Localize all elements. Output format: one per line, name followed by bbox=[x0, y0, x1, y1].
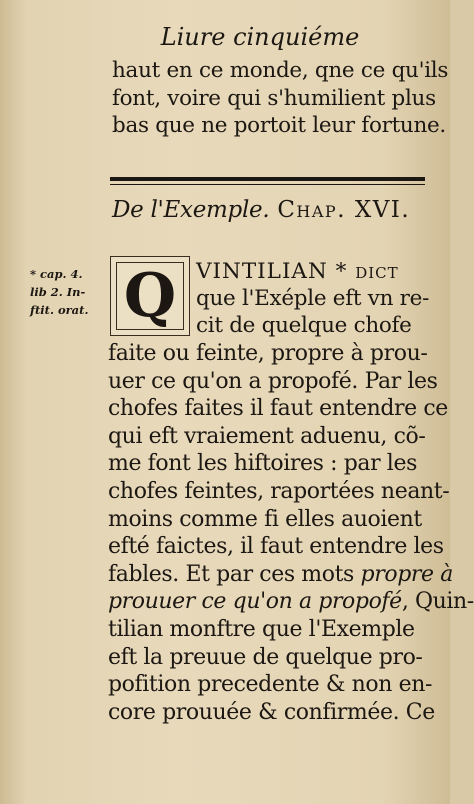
text-line: VINTILIAN * dict bbox=[196, 259, 399, 284]
section-rule bbox=[110, 177, 425, 185]
body-paragraph bbox=[108, 340, 474, 726]
text-line: efté faictes, il faut entendre les bbox=[108, 534, 444, 560]
text-line: pofition precedente & non en- bbox=[108, 672, 433, 698]
text-line: uer ce qu'on a propofé. Par les bbox=[108, 368, 438, 394]
text-line: core prouuée & confirmée. Ce bbox=[108, 699, 435, 725]
chapter-number: Chap. XVI. bbox=[277, 197, 411, 223]
text-line: bas que ne portoit leur fortune. bbox=[112, 113, 446, 138]
margin-note bbox=[30, 265, 110, 319]
text-run: fables. Et par ces mots bbox=[108, 561, 354, 587]
chapter-heading bbox=[112, 192, 432, 228]
text-line bbox=[108, 588, 474, 616]
chapter-title: De l'Exemple. bbox=[112, 197, 270, 223]
italic-phrase: prouuer ce qu'on a propofé bbox=[108, 589, 402, 615]
text-line: haut en ce monde, qne ce qu'ils bbox=[112, 58, 449, 83]
italic-phrase: propre à bbox=[360, 561, 453, 587]
initial-letter: Q bbox=[123, 261, 177, 331]
decorated-initial bbox=[110, 256, 190, 336]
margin-note-line: ftit. orat. bbox=[30, 303, 89, 317]
text-line: chofes faites il faut entendre ce bbox=[108, 396, 448, 422]
running-head: Liure cinquiéme bbox=[160, 23, 360, 51]
margin-note-line: lib 2. In- bbox=[30, 285, 86, 299]
text-line: font, voire qui s'humilient plus bbox=[112, 85, 436, 111]
text-line: chofes feintes, raportées neant- bbox=[108, 478, 450, 504]
text-line bbox=[108, 561, 453, 589]
opening-lines bbox=[196, 258, 436, 339]
text-line: que l'Exéple eft vn re- bbox=[196, 286, 430, 311]
text-line: faite ou feinte, propre à prou- bbox=[108, 341, 428, 366]
text-line: eft la preuue de quelque pro- bbox=[108, 644, 423, 670]
margin-note-line: * cap. 4. bbox=[30, 267, 83, 281]
text-line: me font les hiftoires : par les bbox=[108, 451, 417, 477]
text-line: moins comme fi elles auoient bbox=[108, 506, 422, 532]
text-line: tilian monftre que l'Exemple bbox=[108, 616, 415, 642]
text-line: qui eft vraiement aduenu, cõ- bbox=[108, 423, 426, 449]
intro-paragraph bbox=[112, 57, 449, 140]
text-run: , Quin- bbox=[401, 589, 474, 615]
text-line: cit de quelque chofe bbox=[196, 313, 412, 338]
